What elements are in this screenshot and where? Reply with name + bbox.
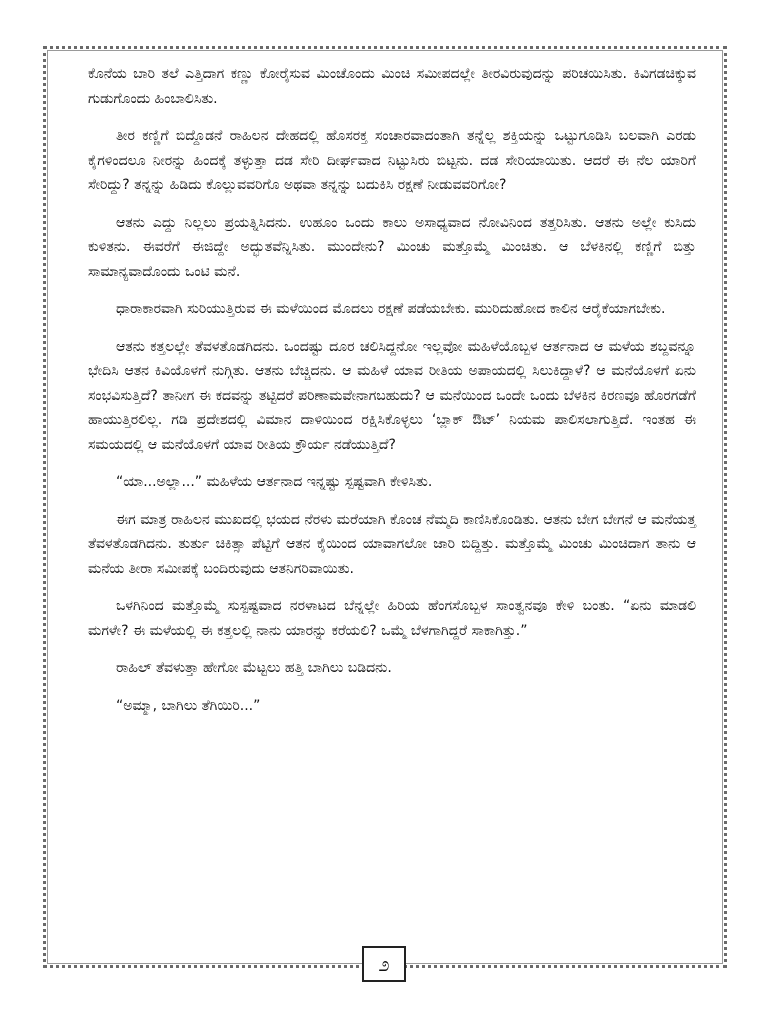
paragraph-6: “ಯಾ...ಅಲ್ಲಾ...” ಮಹಿಳೆಯ ಆರ್ತನಾದ ಇನ್ನಷ್ಟು ಸ್ಪಷ್ಟವಾಗಿ ಕೇಳಿಸಿತು.: [116, 474, 433, 490]
paragraph-5: ಆತನು ಕತ್ತಲಲ್ಲೇ ತೆವಳತೊಡಗಿದನು. ಒಂದಷ್ಟು ದೂರ ಚಲಿಸಿದ್ದನೋ ಇಲ್ಲವೋ ಮಹಿಳೆಯೊಬ್ಬಳ ಆರ್ತನಾದ ಆ ಮಳೆಯ ಶಬ್ದವನ್ನೂ ಭೇದಿಸಿ ಆತನ ಕಿವಿಯೊಳಗೆ ನುಗ್ಗಿತು. ಆತನು ಬೆಚ್ಚಿದನು. ಆ ಮಹಿಳೆ ಯಾವ ರೀತಿಯ ಅಪಾಯದಲ್ಲಿ ಸಿಲುಕಿದ್ದಾಳೆ? ಆ ಮನೆಯೊಳಗೆ ಏನು ಸಂಭವಿಸುತ್ತಿದೆ? ತಾನೀಗ ಈ ಕದವನ್ನು ತಟ್ಟಿದರೆ ಪರಿಣಾಮವೇನಾಗಬಹುದು? ಆ ಮನೆಯಿಂದ ಒಂದೇ ಒಂದು ಬೆಳಕಿನ ಕಿರಣವೂ ಹೊರಗಡೆಗೆ ಹಾಯುತ್ತಿರಲಿಲ್ಲ. ಗಡಿ ಪ್ರದೇಶದಲ್ಲಿ ವಿಮಾನ ದಾಳಿಯಿಂದ ರಕ್ಷಿಸಿಕೊಳ್ಳಲು ‘ಬ್ಲಾಕ್ ಔಟ್’ ನಿಯಮ ಪಾಲಿಸಲಾಗುತ್ತಿದೆ. ಇಂತಹ ಈ ಸಮಯದಲ್ಲಿ ಆ ಮನೆಯೊಳಗೆ ಯಾವ ರೀತಿಯ ಕ್ರೌರ್ಯ ನಡೆಯುತ್ತಿದೆ?: [88, 338, 696, 453]
document-body: [88, 62, 696, 731]
paragraph-8: ಒಳಗಿನಿಂದ ಮತ್ತೊಮ್ಮೆ ಸುಸ್ಪಷ್ಟವಾದ ನರಳಾಟದ ಬೆನ್ನಲ್ಲೇ ಹಿರಿಯ ಹೆಂಗಸೊಬ್ಬಳ ಸಾಂತ್ವನವೂ ಕೇಳಿ ಬಂತು. “ಏನು ಮಾಡಲಿ ಮಗಳೇ? ಈ ಮಳೆಯಲ್ಲಿ ಈ ಕತ್ತಲಲ್ಲಿ ನಾನು ಯಾರನ್ನು ಕರೆಯಲಿ? ಒಮ್ಮೆ ಬೆಳಗಾಗಿದ್ದರೆ ಸಾಕಾಗಿತ್ತು.”: [88, 598, 696, 639]
paragraph-2: ತೀರ ಕಣ್ಣಿಗೆ ಬಿದ್ದೊಡನೆ ರಾಹಿಲನ ದೇಹದಲ್ಲಿ ಹೊಸರಕ್ತ ಸಂಚಾರವಾದಂತಾಗಿ ತನ್ನೆಲ್ಲ ಶಕ್ತಿಯನ್ನು ಒಟ್ಟುಗೂಡಿಸಿ ಬಲವಾಗಿ ಎರಡು ಕೈಗಳಿಂದಲೂ ನೀರನ್ನು ಹಿಂದಕ್ಕೆ ತಳ್ಳುತ್ತಾ ದಡ ಸೇರಿ ದೀರ್ಘವಾದ ನಿಟ್ಟುಸಿರು ಬಿಟ್ಟನು. ದಡ ಸೇರಿಯಾಯಿತು. ಆದರೆ ಈ ನೆಲ ಯಾರಿಗೆ ಸೇರಿದ್ದು? ತನ್ನನ್ನು ಹಿಡಿದು ಕೊಲ್ಲುವವರಿಗೊ ಅಥವಾ ತನ್ನನ್ನು ಬದುಕಿಸಿ ರಕ್ಷಣೆ ನೀಡುವವರಿಗೋ?: [88, 128, 696, 193]
paragraph-3: ಆತನು ಎದ್ದು ನಿಲ್ಲಲು ಪ್ರಯತ್ನಿಸಿದನು. ಉಹೂಂ ಒಂದು ಕಾಲು ಅಸಾಧ್ಯವಾದ ನೋವಿನಿಂದ ತತ್ತರಿಸಿತು. ಆತನು ಅಲ್ಲೇ ಕುಸಿದು ಕುಳಿತನು. ಈವರೆಗೆ ಈಜಿದ್ದೇ ಅದ್ಭುತವೆನ್ನಿಸಿತು. ಮುಂದೇನು? ಮಿಂಚು ಮತ್ತೊಮ್ಮೆ ಮಿಂಚಿತು. ಆ ಬೆಳಕಿನಲ್ಲಿ ಕಣ್ಣಿಗೆ ಬಿತ್ತು ಸಾಮಾನ್ಯವಾದೊಂದು ಒಂಟಿ ಮನೆ.: [88, 214, 696, 280]
paragraph-10: “ಅಮ್ಮಾ, ಬಾಗಿಲು ತೆಗಿಯಿರಿ...”: [116, 697, 261, 714]
paragraph-9: ರಾಹಿಲ್ ತೆವಳುತ್ತಾ ಹೇಗೋ ಮೆಟ್ಟಲು ಹತ್ತಿ ಬಾಗಿಲು ಬಡಿದನು.: [116, 660, 392, 676]
paragraph-1: ಕೊನೆಯ ಬಾರಿ ತಲೆ ಎತ್ತಿದಾಗ ಕಣ್ಣು ಕೋರೈಸುವ ಮಿಂಚೊಂದು ಮಿಂಚಿ ಸಮೀಪದಲ್ಲೇ ತೀರವಿರುವುದನ್ನು ಪರಿಚಯಿಸಿತು. ಕಿವಿಗಡಚಿಕ್ಕುವ ಗುಡುಗೊಂದು ಹಿಂಬಾಲಿಸಿತು.: [88, 66, 696, 107]
paragraph-4: ಧಾರಾಕಾರವಾಗಿ ಸುರಿಯುತ್ತಿರುವ ಈ ಮಳೆಯಿಂದ ಮೊದಲು ರಕ್ಷಣೆ ಪಡೆಯಬೇಕು. ಮುರಿದುಹೋದ ಕಾಲಿನ ಆರೈಕೆಯಾಗಬೇಕು.: [116, 301, 666, 317]
paragraph-7: ಈಗ ಮಾತ್ರ ರಾಹಿಲನ ಮುಖದಲ್ಲಿ ಭಯದ ನೆರಳು ಮರೆಯಾಗಿ ಕೊಂಚ ನೆಮ್ಮದಿ ಕಾಣಿಸಿಕೊಂಡಿತು. ಆತನು ಬೇಗ ಬೇಗನೆ ಆ ಮನೆಯತ್ತ ತೆವಳತೊಡಗಿದನು. ತುರ್ತು ಚಿಕಿತ್ಸಾ ಪೆಟ್ಟಿಗೆ ಆತನ ಕೈಯಿಂದ ಯಾವಾಗಲೋ ಜಾರಿ ಬಿದ್ದಿತ್ತು. ಮತ್ತೊಮ್ಮೆ ಮಿಂಚು ಮಿಂಚಿದಾಗ ತಾನು ಆ ಮನೆಯ ತೀರಾ ಸಮೀಪಕ್ಕೆ ಬಂದಿರುವುದು ಆತನಿಗರಿವಾಯಿತು.: [88, 511, 696, 577]
page-number: ೨: [362, 946, 406, 982]
